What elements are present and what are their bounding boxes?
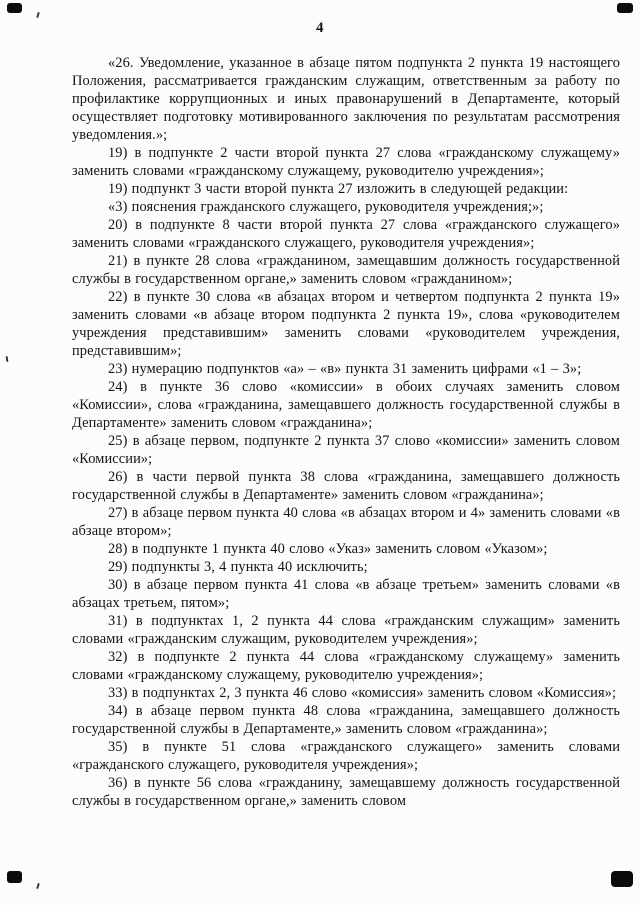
paragraph: 29) подпункты 3, 4 пункта 40 исключить; [108,559,368,575]
paragraph: 30) в абзаце первом пункта 41 слова «в абзаце третьем» заменить словами «в абзацах третьем, пятом»; [72,577,620,611]
paragraph: 24) в пункте 36 слово «комиссии» в обоих случаях заменить словом «Комиссии», слова «гражданина, замещавшего должность государственной службы в Департаменте» заменить словом «гражданина»; [72,379,620,431]
scan-mark-bottom-left [7,871,22,883]
paragraph: 36) в пункте 56 слова «гражданину, замещавшему должность государственной службы в государственном органе,» заменить словом [72,775,620,809]
paragraph: 19) подпункт 3 части второй пункта 27 изложить в следующей редакции: [108,181,569,197]
paragraph: 22) в пункте 30 слова «в абзацах втором и четвертом подпункта 2 пункта 19» заменить словами «в абзаце втором подпункта 2 пункта 19», слова «руководителем учреждения представившим» заменить словами «руководителем учреждения, представившим»; [72,289,620,359]
paragraph: 35) в пункте 51 слова «гражданского служащего» заменить словами «гражданского служащего, руководителя учреждения»; [72,739,620,773]
paragraph: 25) в абзаце первом, подпункте 2 пункта 37 слово «комиссии» заменить словом «Комиссии»; [72,433,620,467]
paragraph: «26. Уведомление, указанное в абзаце пятом подпункта 2 пункта 19 настоящего Положения, рассматривается гражданским служащим, ответственным за работу по профилактике коррупционных и иных правонарушений в Департаменте, который осуществляет подготовку мотивированного заключения по результатам рассмотрения уведомления.»; [72,55,620,143]
page-number: 4 [316,20,324,36]
scan-mark-bottom-right [611,871,633,887]
scan-speck [36,883,40,889]
paragraph: 19) в подпункте 2 части второй пункта 27 слова «гражданскому служащему» заменить словами «гражданскому служащему, руководителю учреждения»; [72,145,620,179]
paragraph: «3) пояснения гражданского служащего, руководителя учреждения;»; [108,199,544,215]
scan-mark-top-left [7,3,22,13]
paragraph: 34) в абзаце первом пункта 48 слова «гражданина, замещавшего должность государственной службы в Департаменте,» заменить словом «гражданина»; [72,703,620,737]
scan-speck [36,12,40,18]
paragraph: 33) в подпунктах 2, 3 пункта 46 слово «комиссия» заменить словом «Комиссия»; [108,685,617,701]
scan-speck [6,356,9,362]
scan-mark-top-right [617,3,633,13]
paragraph: 31) в подпунктах 1, 2 пункта 44 слова «гражданским служащим» заменить словами «гражданским служащим, руководителем учреждения»; [72,613,620,647]
paragraph: 20) в подпункте 8 части второй пункта 27 слова «гражданского служащего» заменить словами «гражданского служащего, руководителя учреждения»; [72,217,620,251]
paragraph: 28) в подпункте 1 пункта 40 слово «Указ» заменить словом «Указом»; [108,541,548,557]
paragraph: 23) нумерацию подпунктов «а» – «в» пункта 31 заменить цифрами «1 – 3»; [108,361,582,377]
paragraph: 27) в абзаце первом пункта 40 слова «в абзацах втором и 4» заменить словами «в абзаце втором»; [72,505,620,539]
paragraph: 21) в пункте 28 слова «гражданином, замещавшим должность государственной службы в государственном органе,» заменить словом «гражданином»; [72,253,620,287]
paragraph: 26) в части первой пункта 38 слова «гражданина, замещавшего должность государственной службы в Департаменте» заменить словом «гражданина»; [72,469,620,503]
document-body [72,54,620,810]
paragraph: 32) в подпункте 2 пункта 44 слова «гражданскому служащему» заменить словами «гражданскому служащему, руководителю учреждения»; [72,649,620,683]
